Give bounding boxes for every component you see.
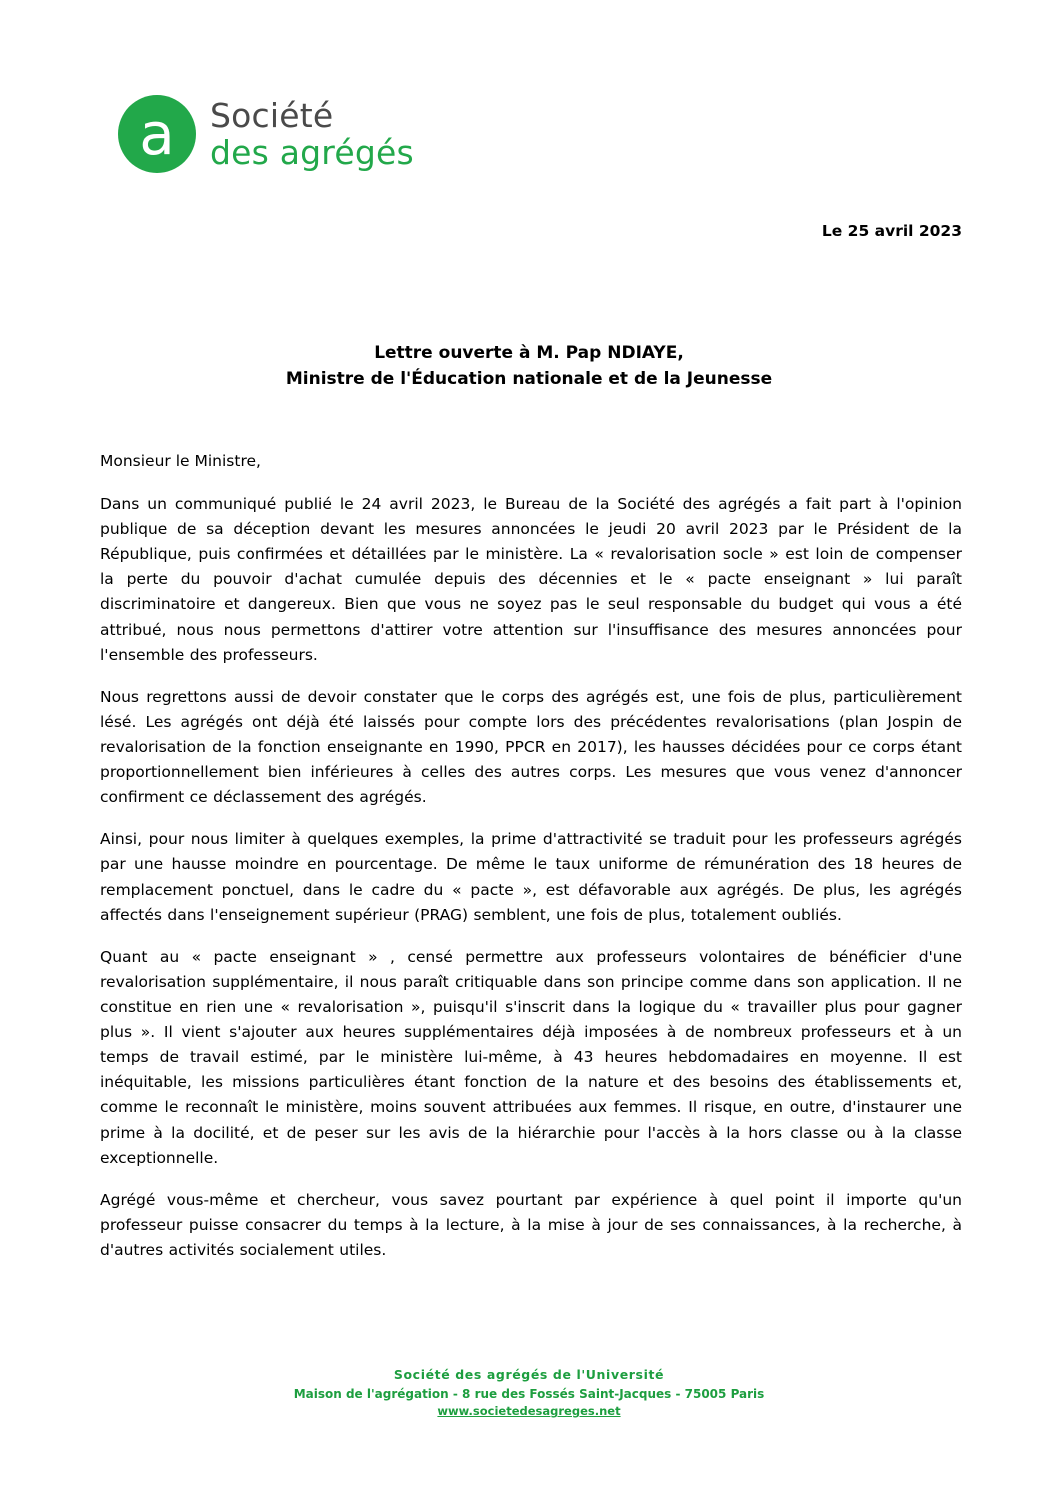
paragraph: Quant au « pacte enseignant » , censé permettre aux professeurs volontaires de bénéficier d'une revalorisation supplémentaire, il nous paraît critiquable dans son principe comme dans son application. Il ne constitue en rien une « revalorisation », puisqu'il s'inscrit dans la logique du « travailler plus pour gagner plus ». Il vient s'ajouter aux heures supplémentaires déjà imposées à de nombreux professeurs et à un temps de travail estimé, par le ministère lui-même, à 43 heures hebdomadaires en moyenne. Il est inéquitable, les missions particulières étant fonction de la nature et des besoins des établissements et, comme le reconnaît le ministère, moins souvent attribuées aux femmes. Il risque, en outre, d'instaurer une prime à la docilité, et de peser sur les avis de la hiérarchie pour l'accès à la hors classe ou à la classe exceptionnelle. <box>100 947 962 1167</box>
footer-organisation: Société des agrégés de l'Université <box>393 1367 665 1383</box>
paragraph: Nous regrettons aussi de devoir constater que le corps des agrégés est, une fois de plus, particulièrement lésé. Les agrégés ont déjà été laissés pour compte lors des précédentes revalorisations (plan Jospin de revalorisation de la fonction enseignante en 1990, PPCR en 2017), les hausses décidées pour ce corps étant proportionnellement bien inférieures à celles des autres corps. Les mesures que vous venez d'annoncer confirment ce déclassement des agrégés. <box>100 687 962 807</box>
letter-body <box>100 452 962 1280</box>
footer-website-link[interactable]: www.societedesagreges.net <box>437 1404 621 1419</box>
footer-address: Maison de l'agrégation - 8 rue des Fossés Saint-Jacques - 75005 Paris <box>293 1386 765 1401</box>
title-line-2: Ministre de l'Éducation nationale et de la Jeunesse <box>285 369 773 390</box>
salutation: Monsieur le Ministre, <box>100 452 261 470</box>
page-footer <box>0 1365 1058 1421</box>
paragraph: Ainsi, pour nous limiter à quelques exemples, la prime d'attractivité se traduit pour les professeurs agrégés par une hausse moindre en pourcentage. De même le taux uniforme de rémunération des 18 heures de remplacement ponctuel, dans le cadre du « pacte », est défavorable aux agrégés. De plus, les agrégés affectés dans l'enseignement supérieur (PRAG) semblent, une fois de plus, totalement oubliés. <box>100 830 962 924</box>
logo <box>118 95 414 173</box>
title-line-1: Lettre ouverte à M. Pap NDIAYE, <box>374 343 684 363</box>
paragraph: Dans un communiqué publié le 24 avril 2023, le Bureau de la Société des agrégés a fait part à l'opinion publique de sa déception devant les mesures annoncées le jeudi 20 avril 2023 par le Président de la République, puis confirmées et détaillées par le ministère. La « revalorisation socle » est loin de compenser la perte du pouvoir d'achat cumulée depuis des décennies et le « pacte enseignant » lui paraît discriminatoire et dangereux. Bien que vous ne soyez pas le seul responsable du budget qui vous a été attribué, nous nous permettons d'attirer votre attention sur l'insuffisance des mesures annoncées pour l'ensemble des professeurs. <box>100 495 962 664</box>
letter-date: Le 25 avril 2023 <box>821 222 962 240</box>
logo-line-2: des agrégés <box>210 133 414 172</box>
logo-circle-icon <box>118 95 196 173</box>
logo-wordmark <box>210 96 414 172</box>
logo-letter: a <box>139 100 175 168</box>
logo-line-1: Société <box>210 96 334 135</box>
paragraph: Agrégé vous-même et chercheur, vous savez pourtant par expérience à quel point il importe qu'un professeur puisse consacrer du temps à la lecture, à la mise à jour de ses connaissances, à la recherche, à d'autres activités socialement utiles. <box>100 1190 962 1259</box>
letter-title <box>0 340 1058 393</box>
